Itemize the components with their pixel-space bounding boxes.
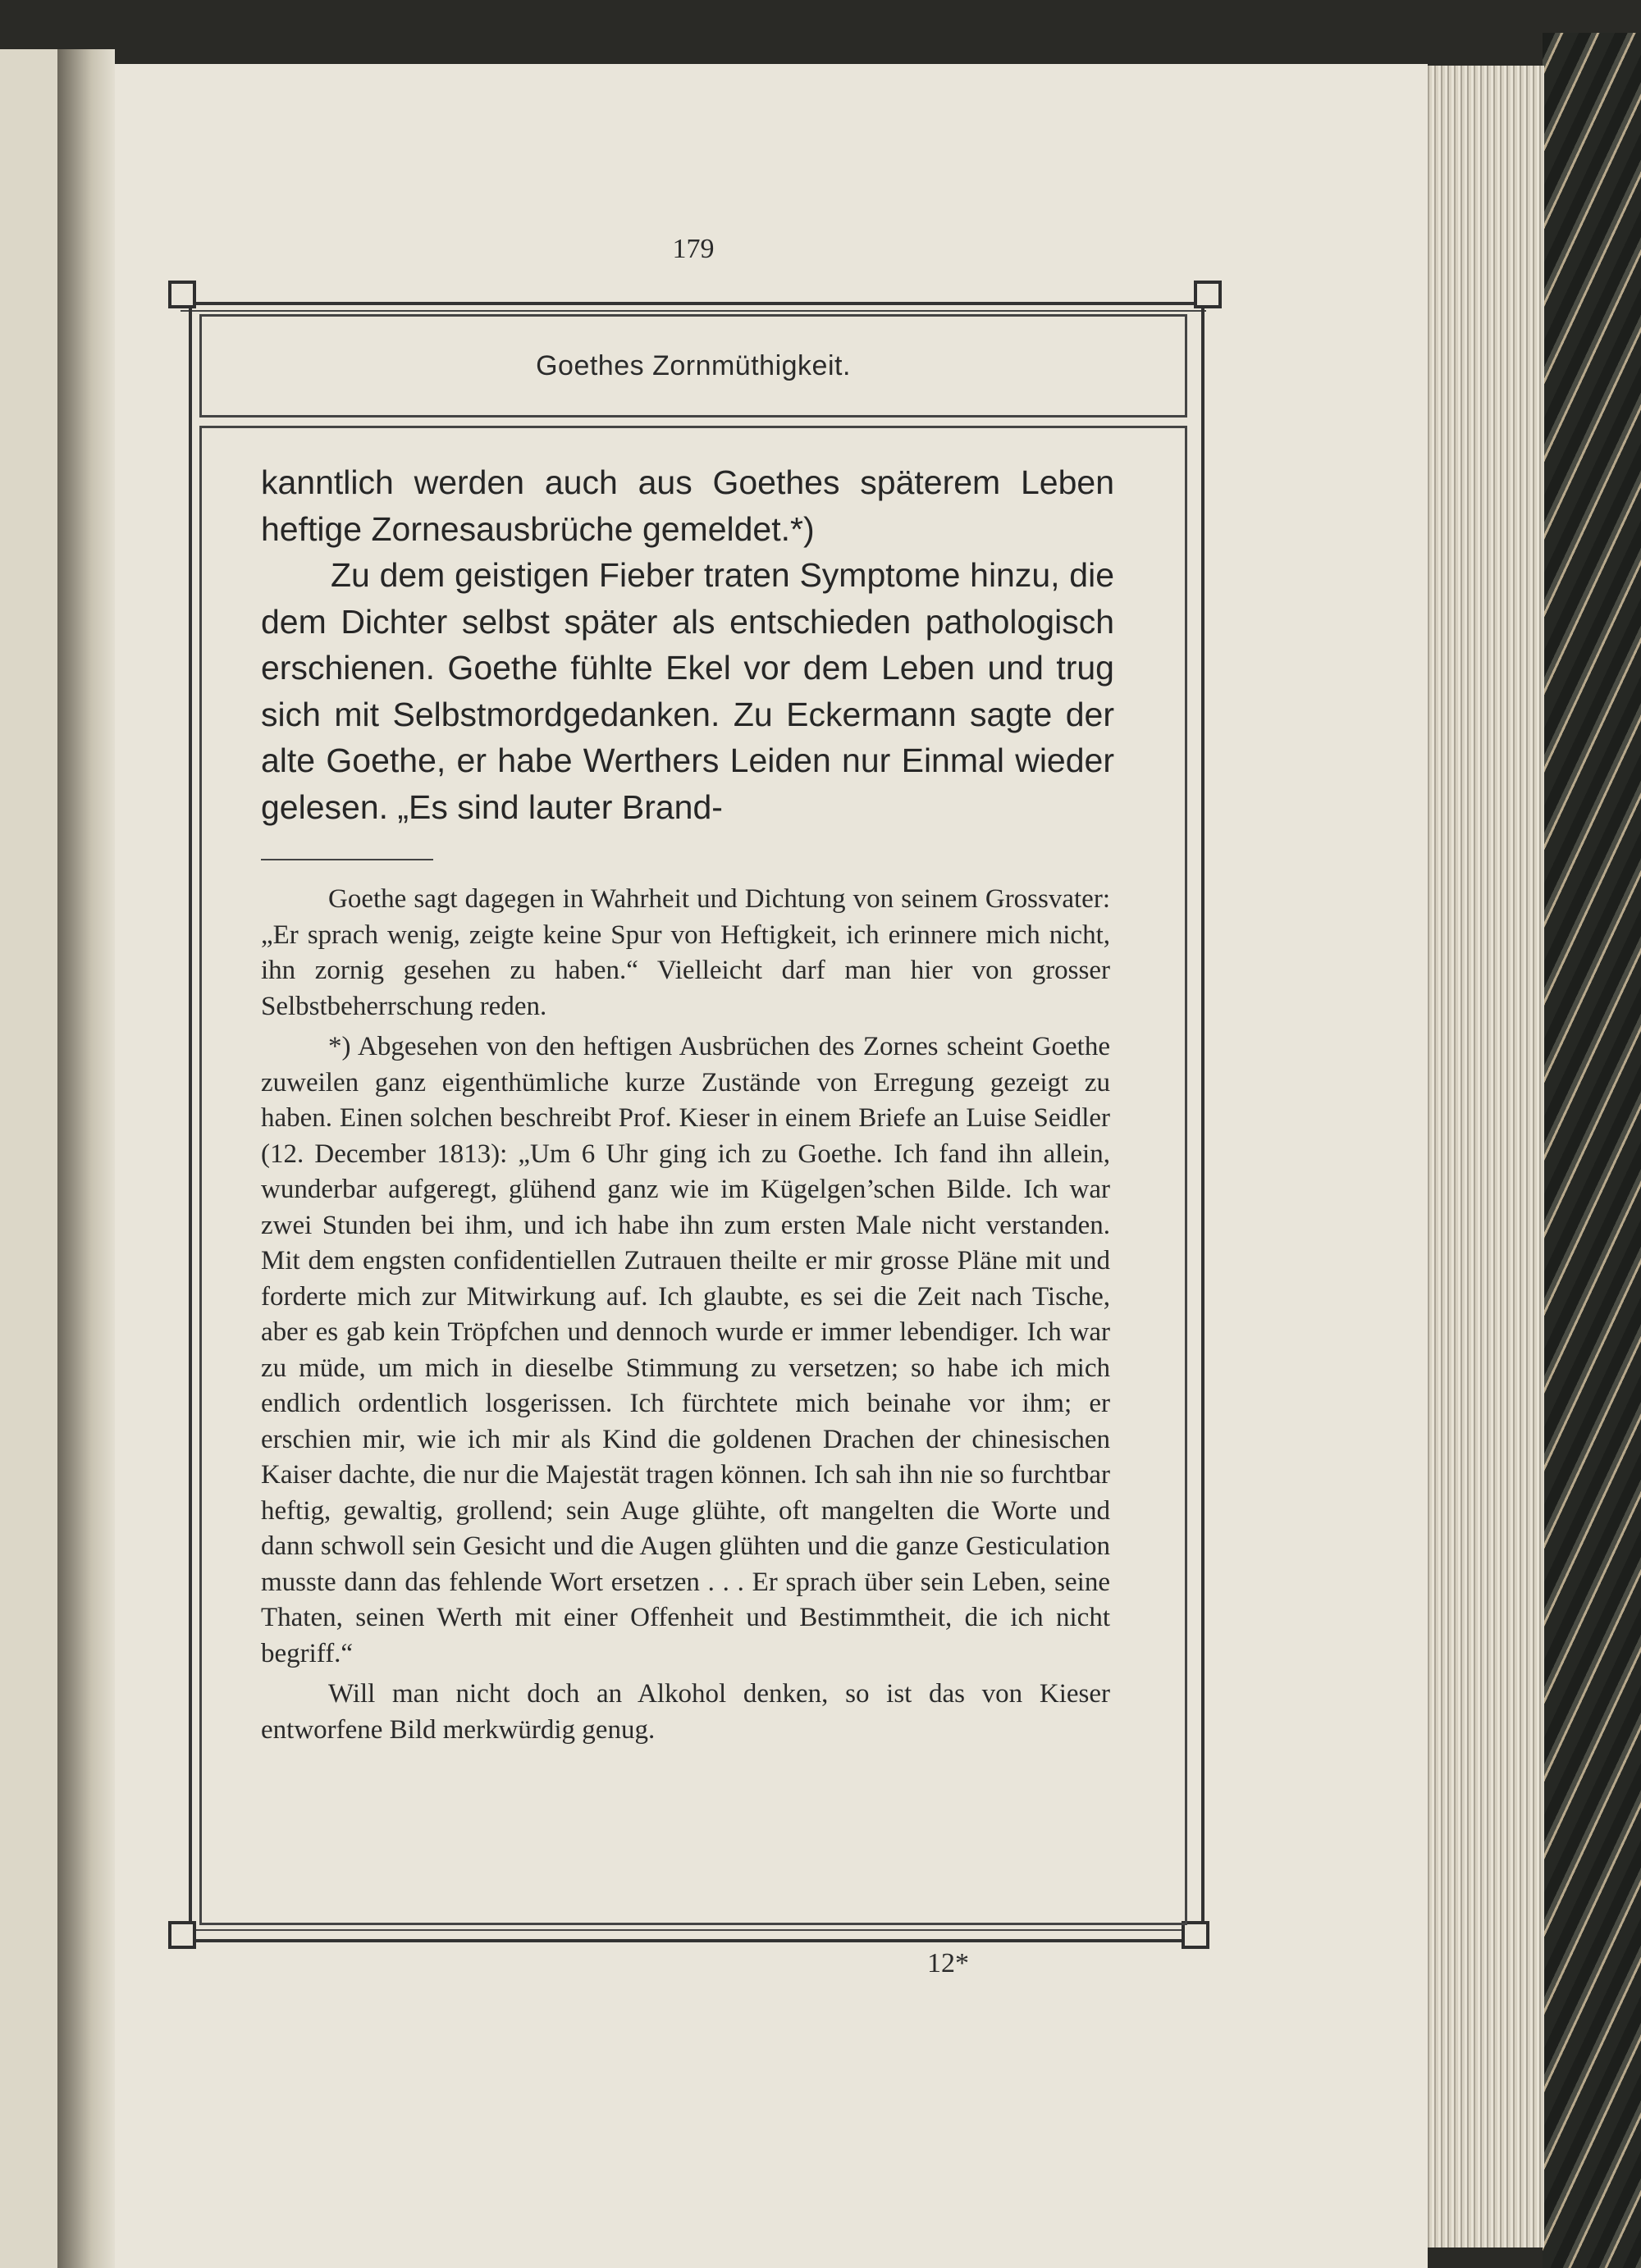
- footnote-paragraph: Goethe sagt dagegen in Wahrheit und Dichtung von seinem Grossvater: „Er sprach wenig, zeigte keine Spur von Heftigkeit, ich erinnere mich nicht, ihn zornig gesehen zu haben.“ Vielleicht darf man hier von grosser Selbstbeherrschung reden.: [261, 884, 1110, 1021]
- running-head: Goethes Zornmüthigkeit.: [536, 349, 851, 381]
- footnotes: [261, 882, 1110, 1753]
- footnote-paragraph: *) Abgesehen von den heftigen Ausbrüchen des Zornes scheint Goethe zuweilen ganz eigenthümliche kurze Zustände von Erregung gezeigt zu haben. Einen solchen beschreibt Prof. Kieser in einem Briefe an Luise Seidler (12. December 1813): „Um 6 Uhr ging ich zu Goethe. Ich fand ihn allein, wunderbar aufgeregt, glühend ganz wie im Kügelgen’schen Bilde. Ich war zwei Stunden bei ihm, und ich habe ihn zum ersten Male nicht verstanden. Mit dem engsten confidentiellen Zutrauen theilte er mir grosse Pläne mit und forderte mich zur Mitwirkung auf. Ich glaubte, es sei die Zeit nach Tische, aber es gab kein Tröpfchen und dennoch wurde er immer lebendiger. Ich war zu müde, um mich in dieselbe Stimmung zu versetzen; so habe ich mich endlich ordentlich losgerissen. Ich fürchtete mich beinahe vor ihm; er erschien mir, wie ich mir als Kind die goldenen Drachen der chinesischen Kaiser dachte, die nur die Majestät tragen können. Ich sah ihn nie so furchtbar heftig, gewaltig, grollend; sein Auge glühte, oft mangelten die Worte und dann schwoll sein Gesicht und die Augen glühten und die ganze Gesticulation musste dann das fehlende Wort ersetzen . . . Er sprach über sein Leben, seine Thaten, seinen Werth mit einer Offenheit und Bestimmtheit, die ich nicht begriff.“: [261, 1032, 1110, 1668]
- frame-corner-top-right: [1194, 281, 1222, 308]
- running-head-box: [199, 314, 1187, 418]
- footnote-divider: [261, 859, 433, 860]
- main-paragraph: kanntlich werden auch aus Goethes späterem Leben heftige Zornesausbrüche gemeldet.*): [261, 463, 1114, 548]
- footnote-paragraph: Will man nicht doch an Alkohol denken, so ist das von Kieser entworfene Bild merkwürdig genug.: [261, 1679, 1110, 1745]
- page-stack-edges: [1424, 66, 1544, 2247]
- frame-corner-top-left: [168, 281, 196, 308]
- page-number: 179: [672, 234, 715, 264]
- previous-page-edge: [0, 49, 62, 2268]
- marbled-cover: [1543, 33, 1641, 2268]
- main-text: [261, 459, 1114, 830]
- main-paragraph: Zu dem geistigen Fieber traten Symptome hinzu, die dem Dichter selbst später als entschieden pathologisch erschienen. Goethe fühlte Ekel vor dem Leben und trug sich mit Selbstmordgedanken. Zu Eckermann sagte der alte Goethe, er habe Werthers Leiden nur Einmal wieder gelesen. „Es sind lauter Brand-: [261, 556, 1114, 826]
- book-gutter: [57, 49, 115, 2268]
- signature-mark: 12*: [927, 1948, 969, 1978]
- frame-corner-bottom-left: [168, 1921, 196, 1949]
- frame-corner-bottom-right: [1182, 1921, 1209, 1949]
